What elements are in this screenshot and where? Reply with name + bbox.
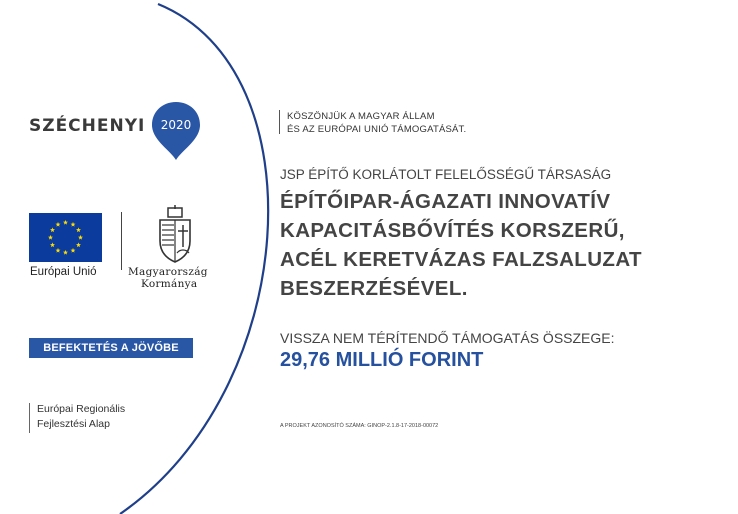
thanks-divider xyxy=(279,110,280,134)
eu-star-icon xyxy=(63,220,68,225)
project-title-line: ACÉL KERETVÁZAS FALZSALUZAT xyxy=(280,248,642,271)
project-title-line: KAPACITÁSBŐVÍTÉS KORSZERŰ, xyxy=(280,219,625,242)
eu-flag xyxy=(29,213,102,262)
government-label-line1: Magyarország xyxy=(128,266,208,278)
project-title xyxy=(280,187,720,303)
project-title-line: ÉPÍTŐIPAR-ÁGAZATI INNOVATÍV xyxy=(280,190,611,213)
government-label-line2: Kormánya xyxy=(141,278,198,290)
szechenyi-logo-text: SZÉCHENYI xyxy=(29,116,146,136)
thanks-line1: KÖSZÖNJÜK A MAGYAR ÁLLAM xyxy=(287,111,435,122)
eu-star-icon xyxy=(48,235,53,240)
support-amount: 29,76 MILLIÓ FORINT xyxy=(280,349,484,371)
eu-star-icon xyxy=(76,242,81,247)
fund-divider xyxy=(29,403,30,433)
eu-star-icon xyxy=(63,250,68,255)
eu-star-icon xyxy=(71,222,76,227)
support-label: VISSZA NEM TÉRÍTENDŐ TÁMOGATÁS ÖSSZEGE: xyxy=(280,330,615,346)
eu-star-icon xyxy=(78,235,83,240)
fund-name-line1: Európai Regionális xyxy=(37,403,126,415)
eu-star-icon xyxy=(76,227,81,232)
eu-star-icon xyxy=(50,242,55,247)
szechenyi-year: 2020 xyxy=(160,118,192,132)
fund-name-line2: Fejlesztési Alap xyxy=(37,418,110,430)
eu-star-icon xyxy=(50,227,55,232)
eu-star-icon xyxy=(56,248,61,253)
eu-label: Európai Unió xyxy=(30,266,97,278)
logo-divider xyxy=(121,212,122,270)
project-title-line: BESZERZÉSÉVEL. xyxy=(280,277,468,300)
hungary-coat-of-arms-icon xyxy=(156,205,194,263)
thanks-line2: ÉS AZ EURÓPAI UNIÓ TÁMOGATÁSÁT. xyxy=(287,124,467,135)
eu-stars-icon xyxy=(29,213,102,262)
project-id: A PROJEKT AZONOSÍTÓ SZÁMA: GINOP-2.1.8-17-2018-00072 xyxy=(280,423,439,429)
eu-star-icon xyxy=(56,222,61,227)
investment-banner: BEFEKTETÉS A JÖVŐBE xyxy=(29,338,193,358)
eu-star-icon xyxy=(71,248,76,253)
company-name: JSP ÉPÍTŐ KORLÁTOLT FELELŐSSÉGŰ TÁRSASÁG xyxy=(280,167,612,182)
szechenyi-pin-icon xyxy=(150,100,202,162)
